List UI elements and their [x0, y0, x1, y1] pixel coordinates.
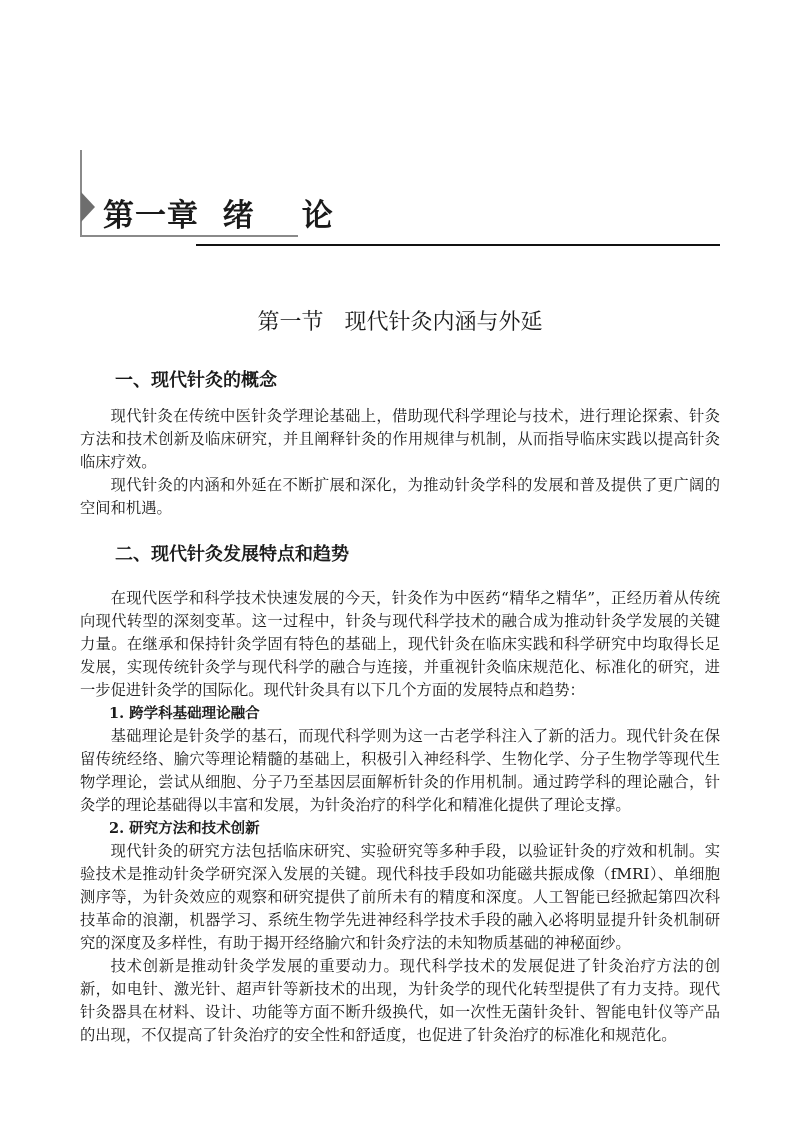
heading-trends: 二、现代针灸发展特点和趋势 — [115, 544, 349, 565]
trends-body — [80, 587, 720, 1047]
paragraph: 技术创新是推动针灸学发展的重要动力。现代科学技术的发展促进了针灸治疗方法的创新，如电针、激光针、超声针等新技术的出现，为针灸学的现代化转型提供了有力支持。现代针灸器具在材料、设计、功能等方面不断升级换代，如一次性无菌针灸针、智能电针仪等产品的出现，不仅提高了针灸治疗的安全性和舒适度，也促进了针灸治疗的标准化和规范化。 — [80, 957, 720, 1044]
chapter-arrow-icon — [81, 192, 95, 222]
paragraph: 现代针灸的研究方法包括临床研究、实验研究等多种手段，以验证针灸的疗效和机制。实验技术是推动针灸学研究深入发展的关键。现代科技手段如功能磁共振成像（fMRI）、单细胞测序等，为针灸效应的观察和研究提供了前所未有的精度和深度。人工智能已经掀起第四次科技革命的浪潮，机器学习、系统生物学先进神经科学技术手段的融入必将明显提升针灸机制研究的深度及多样性，有助于揭开经络腧穴和针灸疗法的未知物质基础的神秘面纱。 — [80, 842, 720, 952]
subheading-interdisciplinary: 1. 跨学科基础理论融合 — [109, 705, 260, 722]
concept-body — [80, 405, 720, 520]
paragraph: 现代针灸在传统中医针灸学理论基础上，借助现代科学理论与技术，进行理论探索、针灸方法和技术创新及临床研究，并且阐释针灸的作用规律与机制，从而指导临床实践以提高针灸临床疗效。 — [80, 407, 720, 471]
chapter-title: 第一章 绪 论 — [103, 198, 334, 234]
chapter-frame-bottom-line — [80, 235, 298, 237]
paragraph: 现代针灸的内涵和外延在不断扩展和深化，为推动针灸学科的发展和普及提供了更广阔的空间和机遇。 — [80, 476, 720, 517]
heading-concept: 一、现代针灸的概念 — [115, 370, 277, 391]
section-title: 第一节 现代针灸内涵与外延 — [257, 310, 543, 335]
subheading-methods: 2. 研究方法和技术创新 — [109, 820, 260, 837]
paragraph: 基础理论是针灸学的基石，而现代科学则为这一古老学科注入了新的活力。现代针灸在保留传统经络、腧穴等理论精髓的基础上，积极引入神经科学、生物化学、分子生物学等现代生物学理论，尝试从细胞、分子乃至基因层面解析针灸的作用机制。通过跨学科的理论融合，针灸学的理论基础得以丰富和发展，为针灸治疗的科学化和精准化提供了理论支撑。 — [80, 727, 720, 814]
chapter-rule-line — [196, 244, 720, 246]
paragraph: 在现代医学和科学技术快速发展的今天，针灸作为中医药“精华之精华”，正经历着从传统向现代转型的深刻变革。这一过程中，针灸与现代科学技术的融合成为推动针灸学发展的关键力量。在继承和保持针灸学固有特色的基础上，现代针灸在临床实践和科学研究中均取得长足发展，实现传统针灸学与现代科学的融合与连接，并重视针灸临床规范化、标准化的研究，进一步促进针灸学的国际化。现代针灸具有以下几个方面的发展特点和趋势： — [80, 589, 720, 699]
